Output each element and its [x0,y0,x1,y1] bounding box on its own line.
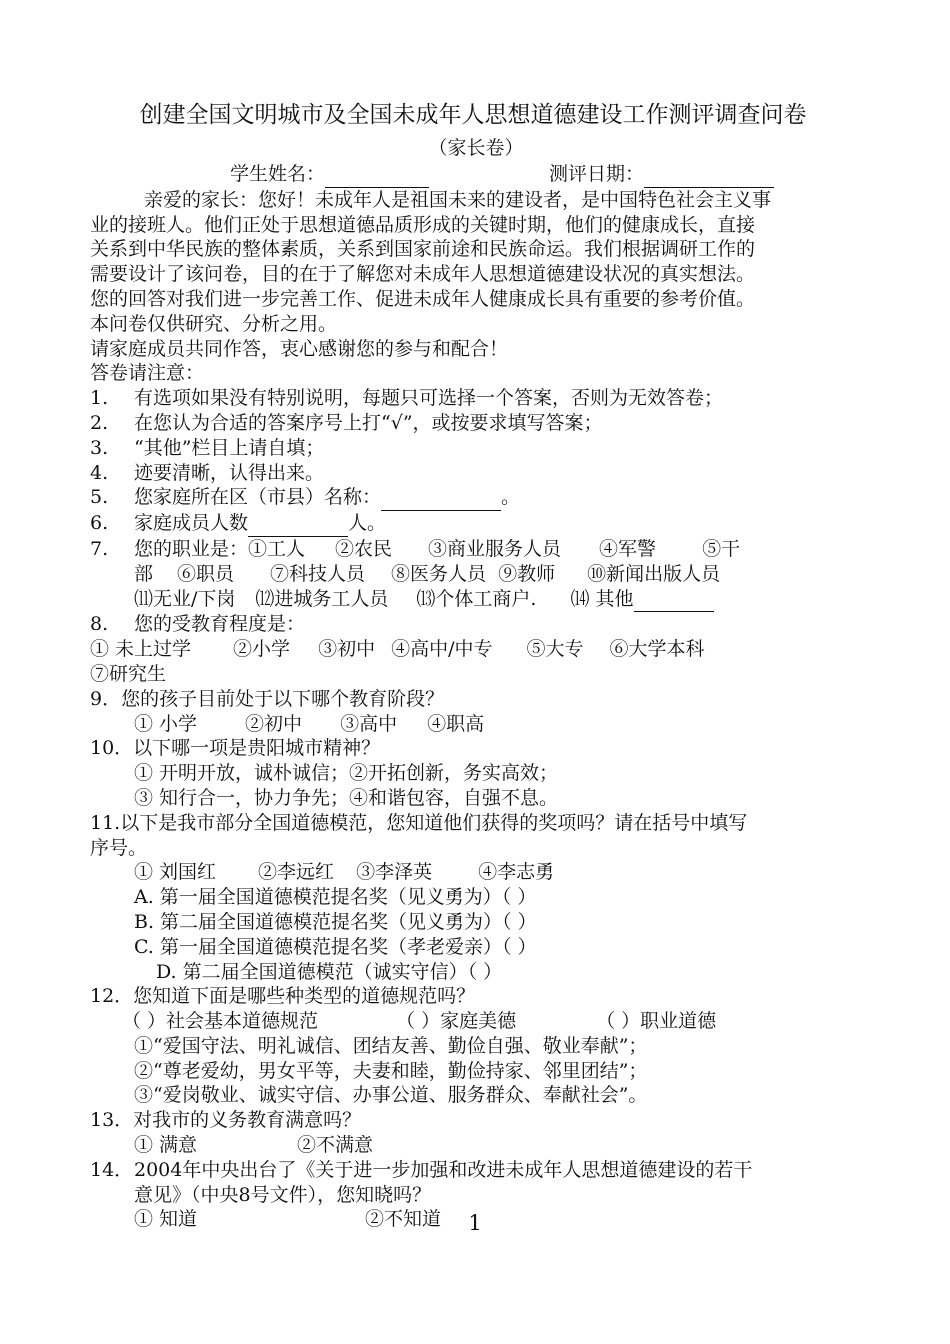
student-info-line [90,162,862,188]
q7-option[interactable]: ③商业服务人员 [428,537,562,560]
q7-option[interactable]: ⑧医务人员 [391,562,487,585]
q7-option[interactable]: ⑤干 [702,537,741,560]
question-7: 7. 您的职业是：①工人 ②农民 ③商业服务人员 ④军警 ⑤干 部 ⑥职员 ⑦科技人员 ⑧医务人员 ⑨教师 ⑩新闻出版人员 ⑾无业/下岗 ⑿进城务工人员 ⒀个体工商户. ⒁ 其他 [90,537,862,612]
page-subtitle: （家长卷） [428,137,524,159]
q9-option[interactable]: ① 小学 [134,712,198,735]
q7-option[interactable]: ⑾无业/下岗 [134,587,236,610]
thanks-line: 请家庭成员共同作答，衷心感谢您的参与和配合！ [90,337,509,360]
q7-option[interactable]: 您的职业是：①工人 [134,537,306,560]
q7-option[interactable]: ⒁ 其他 [570,587,634,610]
q9-option[interactable]: ④职高 [427,712,485,735]
page-number: 1 [468,1211,482,1235]
q8-option[interactable]: ②小学 [233,638,291,661]
q8-option[interactable]: ⑦研究生 [90,662,167,685]
question-13: 13．对我市的义务教育满意吗？ ① 满意 ②不满意 [90,1109,374,1157]
q14-option[interactable]: ① 知道 [134,1208,198,1231]
q8-option[interactable]: ⑥大学本科 [609,638,705,661]
student-name-field[interactable] [325,162,429,188]
q9-option[interactable]: ③高中 [340,712,398,735]
questionnaire-page [90,98,862,1232]
q12-blank[interactable]: （ ）家庭美德 [396,1010,517,1033]
q8-option[interactable]: ① 未上过学 [90,638,192,661]
q7-option[interactable]: ⑥职员 [177,562,235,585]
q7-option[interactable]: ⑩新闻出版人员 [587,562,721,585]
q11-item-c[interactable]: C. 第一届全国道德模范提名奖（孝老爱亲）（ ） [134,935,537,958]
question-6: 6. 家庭成员人数 人。 [90,511,862,537]
q13-option[interactable]: ① 满意 [134,1134,198,1157]
page-title: 创建全国文明城市及全国未成年人思想道德建设工作测评调查问卷 [139,102,807,128]
q7-option[interactable]: ④军警 [599,537,657,560]
other-occupation-input[interactable] [634,587,714,613]
question-12: 12．您知道下面是哪些种类型的道德规范吗？ （ ）社会基本道德规范 （ ）家庭美德 （ ）职业道德 ①“爱国守法、明礼诚信、团结友善、勤俭自强、敬业奉献”； ②“尊老爱幼，男女平等，夫妻和睦，勤俭持家、邻里团结”； ③“爱岗敬业、诚实守信、办事公道、服务群众、奉献社会”。 [90,985,717,1107]
q7-option[interactable]: ⑨教师 [498,562,556,585]
question-14: 14．2004年中央出台了《关于进一步加强和改进未成年人思想道德建设的若干 意见》（中央8号文件），您知晓吗？ ① 知道 ②不知道 [90,1158,753,1231]
q8-option[interactable]: ③初中 [318,638,376,661]
q13-option[interactable]: ②不满意 [297,1134,374,1157]
note-4: 4. 迹要清晰，认得出来。 [90,461,325,484]
q10-options-1[interactable]: ① 开明开放，诚朴诚信；②开拓创新，务实高效； [134,762,559,785]
q11-item-b[interactable]: B. 第二届全国道德模范提名奖（见义勇为）（ ） [134,910,537,933]
student-name-label: 学生姓名： [230,163,326,185]
q7-option[interactable]: ⑦科技人员 [270,562,366,585]
question-8: 8. 您的受教育程度是： ① 未上过学 ②小学 ③初中 ④高中/中专 ⑤大专 ⑥大学本科 ⑦研究生 [90,613,705,685]
notes-heading: 答卷请注意： [90,362,205,385]
q7-option[interactable]: ⒀个体工商户. [416,587,537,610]
question-9: 9．您的孩子目前处于以下哪个教育阶段？ ① 小学 ②初中 ③高中 ④职高 [90,687,485,735]
q12-blank[interactable]: （ ）职业道德 [596,1010,717,1033]
q11-item-d[interactable]: D. 第二届全国道德模范（诚实守信）（ ） [156,960,503,983]
q7-option[interactable]: ②农民 [335,537,393,560]
q9-option[interactable]: ②初中 [245,712,303,735]
q10-options-2[interactable]: ③ 知行合一，协力争先；④和谐包容，自强不息。 [134,786,559,809]
q12-blank[interactable]: （ ）社会基本道德规范 [122,1010,319,1033]
q14-option[interactable]: ②不知道 [365,1208,442,1231]
note-3: 3. “其他”栏目上请自填； [90,436,325,459]
family-size-input[interactable] [248,511,348,537]
question-10: 10．以下哪一项是贵阳城市精神？ ① 开明开放，诚朴诚信；②开拓创新，务实高效； ③ 知行合一，协力争先；④和谐包容，自强不息。 [90,736,862,810]
q8-option[interactable]: ⑤大专 [526,638,584,661]
date-field[interactable] [644,162,774,188]
question-11: 11.以下是我市部分全国道德模范，您知道他们获得的奖项吗？请在括号中填写 序号。 ① 刘国红 ②李远红 ③李泽英 ④李志勇 A. 第一届全国道德模范提名奖（见义勇为）（ ） B. 第二届全国道德模范提名奖（见义勇为）（ ） C. 第一届全国道德模范提名奖（孝老爱亲）（ ） D. 第二届全国道德模范（诚实守信）（ ） [90,811,862,985]
note-1: 1. 有选项如果没有特别说明，每题只可选择一个答案，否则为无效答卷； [90,387,724,410]
intro-paragraph: 亲爱的家长：您好！未成年人是祖国未来的建设者，是中国特色社会主义事 业的接班人。他们正处于思想道德品质形成的关键时期，他们的健康成长，直接 关系到中华民族的整体素质，关系到国家前途和民族命运。我们根据调研工作的 需要设计了该问卷，目的在于了解您对未成年人思想道德建设状况的真实想法。 您的回答对我们进一步完善工作、促进未成年人健康成长具有重要的参考价值。 本问卷仅供研究、分析之用。 [90,188,772,335]
date-label: 测评日期： [549,163,645,185]
q11-item-a[interactable]: A. 第一届全国道德模范提名奖（见义勇为）（ ） [134,886,537,909]
question-5: 5. 您家庭所在区（市县）名称： 。 [90,485,862,511]
note-2: 2. 在您认为合适的答案序号上打“√”，或按要求填写答案； [90,411,603,434]
q8-option[interactable]: ④高中/中专 [391,638,493,661]
q7-option[interactable]: ⑿进城务工人员 [255,587,389,610]
district-input[interactable] [381,485,501,511]
